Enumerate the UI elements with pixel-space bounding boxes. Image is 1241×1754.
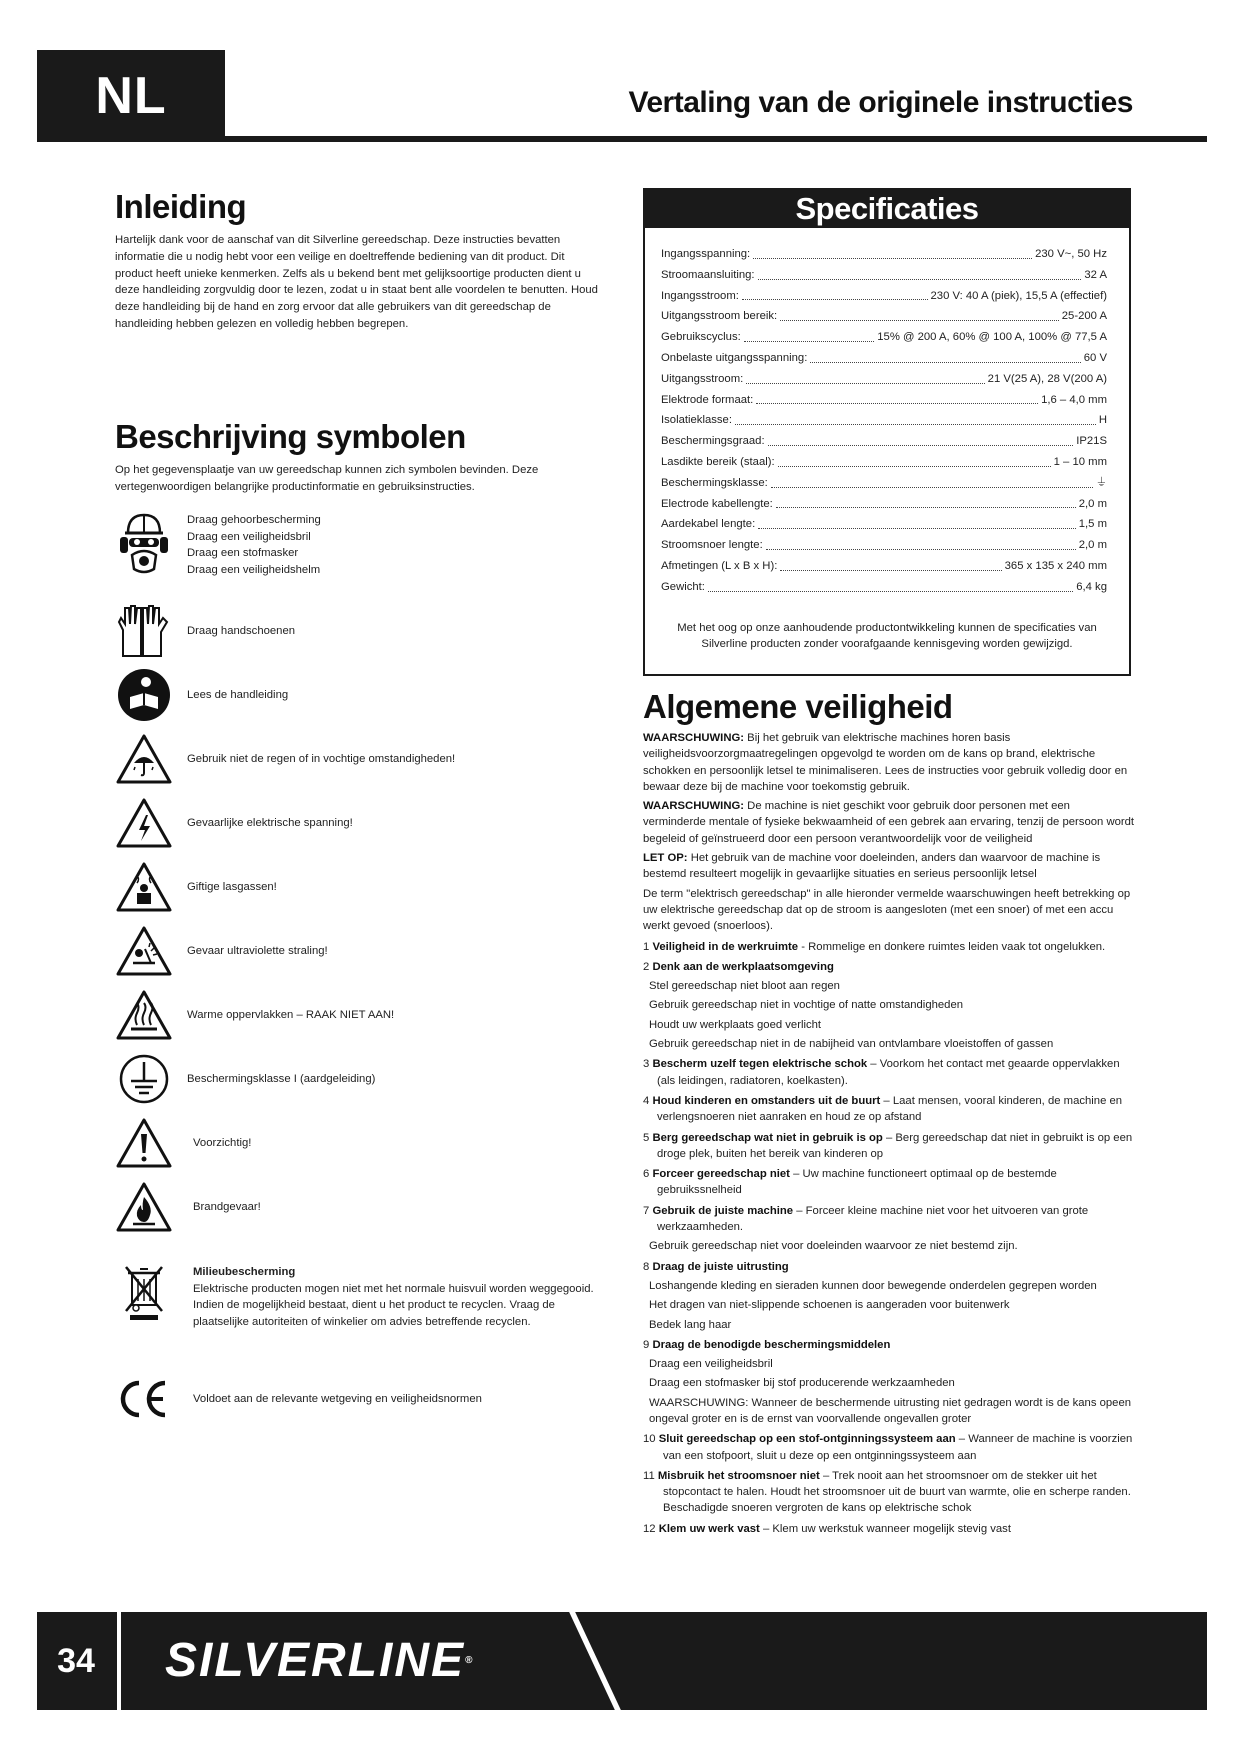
spec-value: IP21S xyxy=(1076,435,1107,448)
spec-leader-dots xyxy=(778,452,1051,467)
spec-value: 21 V(25 A), 28 V(200 A) xyxy=(987,372,1107,385)
electric-warning-icon xyxy=(115,794,173,852)
caution-icon xyxy=(115,1114,173,1172)
intro-section xyxy=(115,188,605,333)
symbol-title: Milieubescherming xyxy=(193,1266,296,1278)
spec-label: Uitgangsstroom: xyxy=(661,372,744,385)
spec-row xyxy=(661,556,1107,577)
spec-row xyxy=(661,327,1107,348)
spec-leader-dots xyxy=(742,286,928,301)
spec-row xyxy=(661,390,1107,411)
spec-row xyxy=(661,286,1107,307)
safety-item: 2 Denk aan de werkplaatsomgeving xyxy=(643,960,834,973)
safety-subitem: Draag een stofmasker bij stof producerende werkzaamheden xyxy=(649,1377,955,1390)
symbol-text: Gevaar ultraviolette straling! xyxy=(187,944,328,957)
symbol-row xyxy=(115,602,615,660)
safety-item: 8 Draag de juiste uitrusting xyxy=(643,1260,789,1273)
spec-label: Afmetingen (L x B x H): xyxy=(661,559,778,572)
footer-divider xyxy=(117,1612,121,1710)
symbols-title: Beschrijving symbolen xyxy=(115,418,466,455)
spec-leader-dots xyxy=(766,535,1076,550)
spec-value: 1,6 – 4,0 mm xyxy=(1041,393,1107,406)
spec-leader-dots xyxy=(746,369,984,384)
safety-subitem: Gebruik gereedschap niet voor doeleinden waarvoor ze niet bestemd zijn. xyxy=(649,1240,1018,1253)
symbol-text: Draag gehoorbescherming xyxy=(187,514,321,526)
spec-row xyxy=(661,410,1107,431)
warning-paragraph: WAARSCHUWING: Bij het gebruik van elektrische machines horen basis veiligheidsvoorzorgmaatregelingen opgevolgd te worden om de kans op brand, elektrische schokken en persoonlijk letsel te minimaliseren. Lees de instructies voor gebruik volledig door en bewaar deze bij de machine voor toekomstig gebruik. xyxy=(643,732,1128,793)
spec-leader-dots xyxy=(744,327,875,342)
spec-row xyxy=(661,431,1107,452)
spec-value: ⏚ xyxy=(1095,476,1107,489)
spec-label: Stroomaansluiting: xyxy=(661,268,755,281)
safety-subitem: Draag een veiligheidsbril xyxy=(649,1358,773,1371)
safety-item: 7 Gebruik de juiste machine – Forceer kleine machine niet voor het uitvoeren van grote werkzaamheden. xyxy=(643,1204,1089,1234)
spec-label: Beschermingsklasse: xyxy=(661,476,768,489)
symbol-text: plaatselijke autoriteiten of winkelier om advies betreffende recyclen. xyxy=(193,1315,531,1328)
spec-label: Aardekabel lengte: xyxy=(661,518,756,531)
spec-row xyxy=(661,577,1107,598)
symbols-intro: Op het gegevensplaatje van uw gereedschap kunnen zich symbolen bevinden. Deze vertegenwoordigen belangrijke productinformatie en gebruiksinstructies. xyxy=(115,464,539,493)
symbol-text: Beschermingsklasse I (aardgeleiding) xyxy=(187,1072,376,1085)
spec-row xyxy=(661,348,1107,369)
spec-row xyxy=(661,535,1107,556)
safety-subitem: Bedek lang haar xyxy=(649,1318,732,1331)
uv-warning-icon xyxy=(115,922,173,980)
spec-value: 230 V: 40 A (piek), 15,5 A (effectief) xyxy=(930,289,1107,302)
symbol-text: Lees de handleiding xyxy=(187,688,289,701)
spec-label: Ingangsstroom: xyxy=(661,289,739,302)
toxic-gas-warning-icon xyxy=(115,858,173,916)
spec-leader-dots xyxy=(768,431,1074,446)
hot-surface-warning-icon xyxy=(115,986,173,1044)
read-manual-icon xyxy=(115,666,173,724)
spec-leader-dots xyxy=(776,494,1076,509)
symbol-text: Draag een veiligheidshelm xyxy=(187,563,321,576)
symbol-row xyxy=(115,666,615,724)
footer-stripe xyxy=(569,1612,621,1710)
safety-subitem: WAARSCHUWING: Wanneer de beschermende uitrusting niet gedragen wordt is de kans opeen ongeval groter en is de ernst van voorvallende ongevallen groter xyxy=(649,1396,1132,1425)
intro-title: Inleiding xyxy=(115,188,247,225)
fire-warning-icon xyxy=(115,1178,173,1236)
safety-item: 9 Draag de benodigde beschermingsmiddelen xyxy=(643,1338,891,1351)
spec-list xyxy=(645,228,1129,598)
specifications-title: Specificaties xyxy=(645,190,1129,228)
safety-subitem: Het dragen van niet-slippende schoenen is aangeraden voor buitenwerk xyxy=(649,1299,1010,1312)
spec-value: 25-200 A xyxy=(1061,310,1107,323)
spec-label: Gewicht: xyxy=(661,580,705,593)
spec-leader-dots xyxy=(758,265,1082,280)
spec-value: H xyxy=(1098,414,1107,427)
term-paragraph: De term "elektrisch gereedschap" in alle hieronder vermelde waarschuwingen heeft betrekking op uw elektrische gereedschap dat op de stroom is aangesloten (met een snoer) of met een accu werkt gevoed (snoerloos). xyxy=(643,887,1131,933)
spec-leader-dots xyxy=(758,514,1076,529)
symbol-row xyxy=(115,512,615,578)
safety-item: 3 Bescherm uzelf tegen elektrische schok – Voorkom het contact met geaarde oppervlakken (als leidingen, radiatoren, koelkasten). xyxy=(643,1058,1120,1087)
safety-subitem: Houdt uw werkplaats goed verlicht xyxy=(649,1018,822,1031)
safety-item: 6 Forceer gereedschap niet – Uw machine functioneert optimaal op de bestemde gebruikssnelheid xyxy=(643,1168,1057,1197)
spec-leader-dots xyxy=(780,306,1059,321)
spec-leader-dots xyxy=(771,473,1093,488)
symbol-text: Brandgevaar! xyxy=(193,1200,261,1213)
symbol-text: Gebruik niet de regen of in vochtige omstandigheden! xyxy=(187,752,456,765)
spec-row xyxy=(661,452,1107,473)
spec-label: Uitgangsstroom bereik: xyxy=(661,310,778,323)
weee-bin-icon xyxy=(115,1264,173,1322)
safety-subitem: Stel gereedschap niet bloot aan regen xyxy=(649,980,840,993)
spec-row xyxy=(661,265,1107,286)
spec-leader-dots xyxy=(753,244,1032,259)
warning-paragraph: WAARSCHUWING: De machine is niet geschikt voor gebruik door personen met een verminderde mentale of fysieke bekwaamheid of een gebrek aan ervaring, tenzij de persoon wordt begeleid of geïnstrueerd door een persoon verantwoordelijk voor de veiligheid xyxy=(643,800,1135,845)
spec-row xyxy=(661,306,1107,327)
spec-label: Beschermingsgraad: xyxy=(661,435,765,448)
symbol-row xyxy=(115,1264,615,1330)
spec-leader-dots xyxy=(756,390,1038,405)
symbol-text: Draag handschoenen xyxy=(187,624,296,637)
spec-value: 60 V xyxy=(1083,351,1107,364)
spec-row xyxy=(661,494,1107,515)
spec-label: Stroomsnoer lengte: xyxy=(661,539,763,552)
spec-label: Gebruikscyclus: xyxy=(661,331,741,344)
gloves-icon xyxy=(115,602,173,660)
ppe-head-icon xyxy=(115,516,173,574)
symbol-text: Draag een veiligheidsbril xyxy=(187,530,311,543)
safety-subitem: Gebruik gereedschap niet in vochtige of natte omstandigheden xyxy=(649,999,964,1012)
symbol-row xyxy=(115,794,615,852)
safety-item: 12 Klem uw werk vast – Klem uw werkstuk wanneer mogelijk stevig vast xyxy=(643,1522,1011,1535)
spec-label: Onbelaste uitgangsspanning: xyxy=(661,351,808,364)
safety-item: 11 Misbruik het stroomsnoer niet – Trek nooit aan het stroomsnoer om de stekker uit het stopcontact te halen. Houdt het stroomsnoer uit de buurt van warmte, olie en scherpe randen. Beschadigde snoeren vergroten de kans op elektrische schok xyxy=(643,1469,1131,1515)
page-footer xyxy=(37,1612,1207,1710)
spec-value: 1,5 m xyxy=(1078,518,1107,531)
general-safety-section xyxy=(643,688,1135,1537)
symbol-row xyxy=(115,858,615,916)
specifications-box xyxy=(643,188,1131,676)
caution-paragraph: LET OP: Het gebruik van de machine voor doeleinden, anders dan waarvoor de machine is bestemd resulteert mogelijk in gevaarlijke situaties en serieus persoonlijk letsel xyxy=(643,852,1101,881)
safety-item: 10 Sluit gereedschap op een stof-ontginningssysteem aan – Wanneer de machine is voorzien van een stofpoort, sluit u deze op een ontginningssysteem aan xyxy=(643,1433,1133,1462)
symbol-row xyxy=(115,986,615,1044)
spec-row xyxy=(661,514,1107,535)
spec-row xyxy=(661,244,1107,265)
symbol-text: Voldoet aan de relevante wetgeving en veiligheidsnormen xyxy=(193,1392,482,1405)
symbol-row xyxy=(115,1370,615,1428)
symbol-text: Warme oppervlakken – RAAK NIET AAN! xyxy=(187,1008,395,1021)
symbol-text: Draag een stofmasker xyxy=(187,547,299,559)
spec-value: 2,0 m xyxy=(1078,539,1107,552)
spec-leader-dots xyxy=(708,577,1073,592)
symbol-row xyxy=(115,1178,615,1236)
spec-label: Isolatieklasse: xyxy=(661,414,732,427)
symbol-text: Gevaarlijke elektrische spanning! xyxy=(187,816,353,829)
spec-label: Elektrode formaat: xyxy=(661,393,754,406)
silverline-logo: SILVERLINE® xyxy=(165,1634,475,1687)
symbol-row xyxy=(115,1050,615,1108)
spec-value: 365 x 135 x 240 mm xyxy=(1004,559,1107,572)
spec-value: 1 – 10 mm xyxy=(1053,455,1107,468)
spec-leader-dots xyxy=(780,556,1001,571)
spec-value: 6,4 kg xyxy=(1076,580,1107,593)
spec-label: Electrode kabellengte: xyxy=(661,497,773,510)
spec-label: Ingangsspanning: xyxy=(661,248,751,260)
symbol-row xyxy=(115,922,615,980)
ground-icon xyxy=(115,1050,173,1108)
page-header-title: Vertaling van de originele instructies xyxy=(628,86,1133,119)
symbol-row xyxy=(115,730,615,788)
safety-item: 1 Veiligheid in de werkruimte - Rommelige en donkere ruimtes leiden vaak tot ongelukken. xyxy=(643,940,1106,953)
safety-item: 4 Houd kinderen en omstanders uit de buurt – Laat mensen, vooral kinderen, de machine en verlengsnoeren niet aanraken en houd ze op afstand xyxy=(643,1094,1123,1124)
intro-body: Hartelijk dank voor de aanschaf van dit Silverline gereedschap. Deze instructies bevatten informatie die u nodig hebt voor een veilige en doeltreffende bediening van dit product. Dit product heeft unieke kenmerken. Zelfs als u bekend bent met gelijksoortige producten dient u deze handleiding zorgvuldig door te lezen, zodat u in staat bent alle voordelen te benutten. Houd deze handleiding bij de hand en zorg ervoor dat alle gebruikers van dit gereedschap de handleiding hebben gelezen en volledig hebben begrepen. xyxy=(115,234,598,330)
spec-label: Lasdikte bereik (staal): xyxy=(661,455,775,468)
symbol-text: Elektrische producten mogen niet met het normale huisvuil worden weggegooid. xyxy=(193,1282,594,1295)
spec-row xyxy=(661,369,1107,390)
spec-value: 2,0 m xyxy=(1078,497,1107,510)
spec-value: 32 A xyxy=(1084,268,1107,281)
safety-subitem: Loshangende kleding en sieraden kunnen door bewegende onderdelen gegrepen worden xyxy=(649,1279,1097,1292)
safety-subitem: Gebruik gereedschap niet in de nabijheid van ontvlambare vloeistoffen of gassen xyxy=(649,1038,1054,1051)
symbol-text: Giftige lasgassen! xyxy=(187,880,277,893)
safety-item: 5 Berg gereedschap wat niet in gebruik is op – Berg gereedschap dat niet in gebruikt is op een droge plek, buiten het bereik van kinderen op xyxy=(643,1131,1133,1160)
spec-value: 15% @ 200 A, 60% @ 100 A, 100% @ 77,5 A xyxy=(877,331,1107,344)
language-tab: NL xyxy=(37,50,225,142)
symbols-section xyxy=(115,418,605,496)
header-divider xyxy=(37,136,1207,142)
symbol-row xyxy=(115,1114,615,1172)
spec-note: Met het oog op onze aanhoudende productontwikkeling kunnen de specificaties van Silverline producten zonder voorafgaande kennisgeving worden gewijzigd. xyxy=(677,621,1097,651)
symbol-text: Voorzichtig! xyxy=(193,1136,252,1149)
spec-value: 230 V~, 50 Hz xyxy=(1035,248,1107,260)
ce-mark-icon xyxy=(115,1370,173,1428)
spec-leader-dots xyxy=(810,348,1080,363)
page-number: 34 xyxy=(57,1642,95,1680)
safety-title: Algemene veiligheid xyxy=(643,688,953,725)
symbol-text: Indien de mogelijkheid bestaat, dient u het product te recyclen. Vraag de xyxy=(193,1299,555,1311)
spec-row xyxy=(661,473,1107,494)
spec-leader-dots xyxy=(735,410,1096,425)
rain-warning-icon xyxy=(115,730,173,788)
